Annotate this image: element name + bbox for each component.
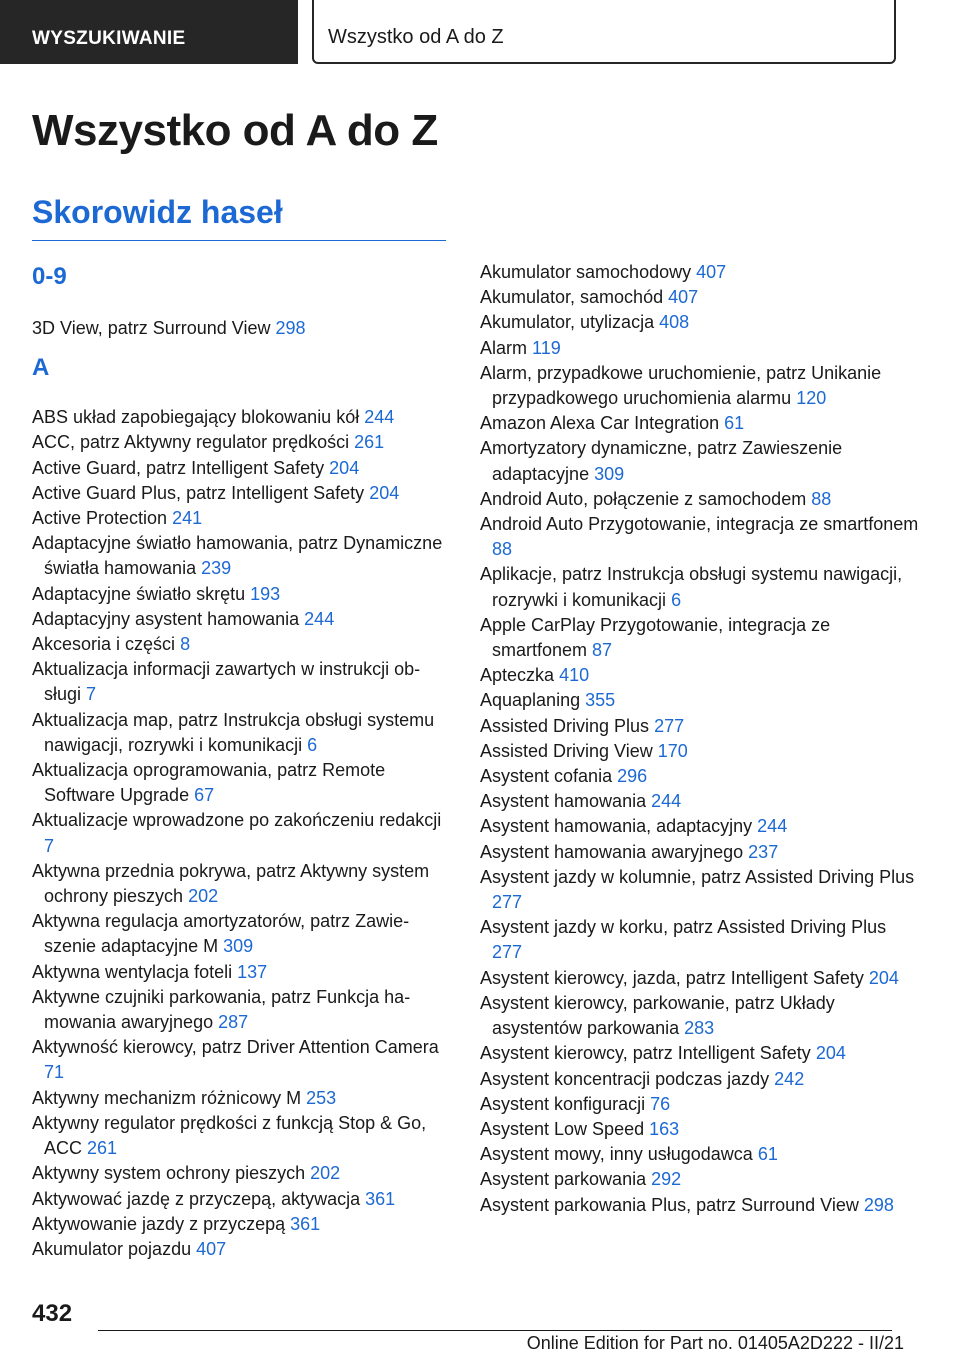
- entry-page-link[interactable]: 204: [329, 457, 360, 478]
- index-entry: [32, 506, 446, 531]
- index-entry: [32, 632, 446, 657]
- index-entry: [32, 1212, 446, 1237]
- entry-term: ABS układ zapobiegający blokowaniu kół: [32, 407, 360, 428]
- index-column-left: [32, 258, 446, 1262]
- index-entry: [480, 613, 920, 663]
- index-entry: [32, 1086, 446, 1111]
- entry-page-link[interactable]: 6: [671, 589, 682, 610]
- entry-term: Asystent mowy, inny usługodawca: [480, 1144, 753, 1165]
- entry-page-link[interactable]: 67: [194, 785, 215, 806]
- index-entry: [480, 764, 920, 789]
- entry-term: Asystent parkowania: [480, 1169, 647, 1190]
- entry-page-link[interactable]: 6: [307, 734, 318, 755]
- entry-page-link[interactable]: 410: [559, 665, 590, 686]
- index-entry: [32, 960, 446, 985]
- entry-page-link[interactable]: 408: [659, 312, 690, 333]
- entry-page-link[interactable]: 261: [354, 432, 385, 453]
- entry-term: Aktywowanie jazdy z przyczepą: [32, 1213, 286, 1234]
- entry-term: Asystent kierowcy, jazda, patrz Intelligent Safety: [480, 967, 864, 988]
- index-entry: [32, 531, 446, 581]
- entry-page-link[interactable]: 361: [290, 1213, 321, 1234]
- index-entry: [480, 966, 920, 991]
- index-group: [480, 260, 920, 1218]
- entry-term: Alarm: [480, 337, 528, 358]
- index-entry: [32, 456, 446, 481]
- section-title: Skorowidz haseł: [32, 194, 283, 230]
- entry-page-link[interactable]: 355: [585, 690, 616, 711]
- index-entry: [32, 1161, 446, 1186]
- index-entry: [32, 859, 446, 909]
- footer-edition: Online Edition for Part no. 01405A2D222 - II/21: [526, 1333, 904, 1353]
- entry-page-link[interactable]: 242: [774, 1068, 805, 1089]
- entry-page-link[interactable]: 119: [532, 337, 561, 358]
- entry-term: Aktywna przednia pokrywa, patrz Aktywny system ochrony pieszych: [32, 860, 430, 907]
- entry-term: Adaptacyjne światło hamowania, patrz Dynamiczne światła hamowania: [32, 533, 443, 579]
- entry-page-link[interactable]: 170: [657, 740, 688, 761]
- index-entry: [480, 663, 920, 688]
- index-entry: [480, 1193, 920, 1218]
- entry-term: Aktywować jazdę z przyczepą, aktywacja: [32, 1188, 361, 1209]
- entry-page-link[interactable]: 287: [218, 1012, 249, 1033]
- entry-term: Aktywny regulator prędkości z funkcją Stop & Go, ACC: [32, 1112, 427, 1159]
- index-entry: [32, 405, 446, 430]
- entry-term: Assisted Driving View: [480, 740, 653, 761]
- entry-page-link[interactable]: 87: [592, 640, 613, 661]
- entry-term: Asystent cofania: [480, 766, 613, 787]
- index-entry: [32, 1237, 446, 1262]
- entry-page-link[interactable]: 204: [868, 967, 899, 988]
- entry-page-link[interactable]: 407: [696, 262, 727, 282]
- entry-page-link[interactable]: 61: [724, 413, 745, 434]
- index-entry: [480, 285, 920, 310]
- entry-term: Android Auto, połączenie z samochodem: [480, 488, 807, 509]
- index-entry: [480, 789, 920, 814]
- entry-term: Amazon Alexa Car Integration: [480, 413, 720, 434]
- entry-term: ACC, patrz Aktywny regulator prędkości: [32, 432, 350, 453]
- index-entry: [480, 512, 920, 562]
- index-entry: [480, 814, 920, 839]
- index-entry: [480, 487, 920, 512]
- index-entry: [480, 1092, 920, 1117]
- entry-page-link[interactable]: 261: [87, 1138, 118, 1159]
- entry-page-link[interactable]: 202: [188, 886, 219, 907]
- entry-term: Android Auto Przygotowanie, integracja ze smartfonem: [480, 514, 919, 535]
- entry-term: Asystent jazdy w kolumnie, patrz Assisted Driving Plus: [480, 866, 915, 887]
- entry-page-link[interactable]: 277: [492, 942, 523, 963]
- index-entry: [32, 985, 446, 1035]
- index-group-letter: A: [32, 354, 50, 382]
- entry-term: Aktualizacja map, patrz Instrukcja obsługi systemu nawigacji, rozrywki i komunikacji: [32, 709, 435, 755]
- index-entry: [480, 1167, 920, 1192]
- index-entry: [480, 1117, 920, 1142]
- entry-page-link[interactable]: 244: [364, 407, 395, 428]
- entry-page-link[interactable]: 277: [654, 715, 685, 736]
- index-entry: [480, 361, 920, 411]
- header: [0, 0, 960, 66]
- entry-term: Aktywne czujniki parkowania, patrz Funkcja hamowania awaryjnego: [32, 986, 411, 1033]
- entry-page-link[interactable]: 407: [668, 287, 699, 308]
- entry-term: Asystent konfiguracji: [480, 1093, 646, 1114]
- entry-page-link[interactable]: 244: [651, 791, 682, 812]
- entry-page-link[interactable]: 7: [86, 684, 97, 705]
- entry-term: Akumulator, utylizacja: [480, 312, 655, 333]
- entry-term: Asystent parkowania Plus, patrz Surround View: [480, 1194, 859, 1215]
- entry-page-link[interactable]: 237: [748, 841, 779, 862]
- index-entry: [32, 909, 446, 959]
- index-entry: [480, 991, 920, 1041]
- entry-term: Adaptacyjny asystent hamowania: [32, 608, 300, 629]
- index-entry: [480, 436, 920, 486]
- entry-term: Aktualizacja oprogramowania, patrz Remote Software Upgrade: [32, 760, 386, 806]
- entry-term: Asystent kierowcy, parkowanie, patrz Układy asystentów parkowania: [480, 992, 835, 1039]
- index-entry: [32, 481, 446, 506]
- entry-term: Asystent kierowcy, patrz Intelligent Safety: [480, 1043, 811, 1064]
- entry-page-link[interactable]: 298: [863, 1194, 894, 1215]
- entry-page-link[interactable]: 239: [201, 558, 232, 579]
- entry-term: Aktualizacje wprowadzone po zakończeniu redakcji: [32, 810, 442, 831]
- index-entry: [32, 1187, 446, 1212]
- entry-page-link[interactable]: 296: [617, 766, 648, 787]
- index-entry: [32, 657, 446, 707]
- index-entry: [480, 714, 920, 739]
- index-entry: [480, 840, 920, 865]
- index-entry: [480, 411, 920, 436]
- entry-term: 3D View, patrz Surround View: [32, 318, 271, 338]
- entry-term: Asystent hamowania awaryjnego: [480, 841, 744, 862]
- index-entry: [480, 260, 920, 285]
- index-entry: [480, 739, 920, 764]
- entry-term: Asystent jazdy w korku, patrz Assisted Driving Plus: [480, 917, 887, 938]
- entry-term: Aktywność kierowcy, patrz Driver Attention Camera: [32, 1037, 439, 1058]
- index-entry: [480, 865, 920, 915]
- entry-term: Alarm, przypadkowe uruchomienie, patrz Unikanie przypadkowego uruchomienia alarmu: [480, 362, 882, 409]
- index-column-right: [480, 260, 920, 1218]
- entry-page-link[interactable]: 241: [172, 508, 203, 529]
- breadcrumb[interactable]: Wszystko od A do Z: [312, 0, 896, 64]
- index-entry: [480, 1142, 920, 1167]
- entry-page-link[interactable]: 204: [369, 482, 400, 503]
- entry-term: Asystent hamowania: [480, 791, 647, 812]
- entry-term: Asystent hamowania, adaptacyjny: [480, 816, 753, 837]
- entry-page-link[interactable]: 76: [650, 1093, 671, 1114]
- entry-page-link[interactable]: 7: [44, 835, 55, 856]
- entry-page-link[interactable]: 193: [250, 583, 281, 604]
- entry-page-link[interactable]: 309: [223, 936, 254, 957]
- index-entry: [32, 316, 446, 341]
- entry-page-link[interactable]: 244: [304, 608, 335, 629]
- entry-term: Apteczka: [480, 665, 555, 686]
- entry-page-link[interactable]: 8: [180, 634, 191, 655]
- entry-page-link[interactable]: 137: [237, 961, 268, 982]
- index-group: [32, 316, 446, 341]
- entry-page-link[interactable]: 361: [365, 1188, 396, 1209]
- index-entry: [32, 758, 446, 808]
- index-entry: [32, 808, 446, 858]
- entry-term: Aktualizacja informacji zawartych w instrukcji obsługi: [32, 659, 421, 705]
- index-entry: [480, 310, 920, 335]
- entry-page-link[interactable]: 71: [44, 1062, 65, 1083]
- entry-page-link[interactable]: 283: [684, 1018, 715, 1039]
- index-entry: [480, 562, 920, 612]
- section-divider: [32, 240, 446, 241]
- index-entry: [32, 708, 446, 758]
- entry-page-link[interactable]: 163: [649, 1118, 680, 1139]
- entry-term: Aktywny mechanizm różnicowy M: [32, 1087, 302, 1108]
- index-group: [32, 405, 446, 1262]
- footer-divider: [98, 1330, 892, 1331]
- entry-term: Aktywny system ochrony pieszych: [32, 1163, 306, 1184]
- entry-term: Aquaplaning: [480, 690, 581, 711]
- entry-term: Apple CarPlay Przygotowanie, integracja ze smartfonem: [480, 614, 831, 661]
- index-entry: [32, 1035, 446, 1085]
- entry-term: Akumulator samochodowy: [480, 262, 692, 282]
- index-entry: [32, 1111, 446, 1161]
- entry-term: Asystent Low Speed: [480, 1118, 645, 1139]
- index-entry: [32, 582, 446, 607]
- index-entry: [480, 336, 920, 361]
- entry-term: Active Protection: [32, 508, 168, 529]
- index-entry: [480, 1041, 920, 1066]
- index-entry: [480, 915, 920, 965]
- page-number: 432: [32, 1300, 73, 1327]
- entry-term: Active Guard, patrz Intelligent Safety: [32, 457, 325, 478]
- entry-page-link[interactable]: 61: [757, 1144, 778, 1165]
- entry-term: Aktywna regulacja amortyzatorów, patrz Zawieszenie adaptacyjne M: [32, 911, 410, 957]
- entry-page-link[interactable]: 309: [594, 463, 625, 484]
- entry-page-link[interactable]: 244: [757, 816, 788, 837]
- index-group-letter: 0-9: [32, 263, 67, 290]
- entry-term: Asystent koncentracji podczas jazdy: [480, 1068, 770, 1089]
- entry-page-link[interactable]: 88: [492, 539, 513, 560]
- entry-term: Amortyzatory dynamiczne, patrz Zawieszenie adaptacyjne: [480, 438, 843, 484]
- index-entry: [32, 607, 446, 632]
- entry-term: Adaptacyjne światło skrętu: [32, 583, 246, 604]
- index-entry: [32, 430, 446, 455]
- entry-term: Akumulator, samochód: [480, 287, 664, 308]
- entry-page-link[interactable]: 120: [796, 388, 827, 409]
- index-entry: [480, 688, 920, 713]
- entry-page-link[interactable]: 292: [651, 1169, 682, 1190]
- tab-search[interactable]: WYSZUKIWANIE: [0, 0, 298, 64]
- entry-page-link[interactable]: 298: [275, 318, 306, 338]
- entry-term: Aktywna wentylacja foteli: [32, 961, 233, 982]
- entry-term: Assisted Driving Plus: [480, 715, 650, 736]
- page-title: Wszystko od A do Z: [32, 106, 438, 155]
- entry-page-link[interactable]: 204: [815, 1043, 846, 1064]
- entry-term: Active Guard Plus, patrz Intelligent Safety: [32, 482, 365, 503]
- entry-page-link[interactable]: 88: [811, 488, 832, 509]
- index-entry: [480, 1067, 920, 1092]
- entry-term: Aplikacje, patrz Instrukcja obsługi systemu nawigacji, rozrywki i komunikacji: [480, 564, 903, 610]
- entry-page-link[interactable]: 202: [310, 1163, 341, 1184]
- entry-term: Akcesoria i części: [32, 634, 176, 655]
- entry-page-link[interactable]: 277: [492, 892, 523, 913]
- entry-page-link[interactable]: 253: [306, 1087, 337, 1108]
- entry-term: Akumulator pojazdu: [32, 1238, 192, 1259]
- entry-page-link[interactable]: 407: [196, 1238, 227, 1259]
